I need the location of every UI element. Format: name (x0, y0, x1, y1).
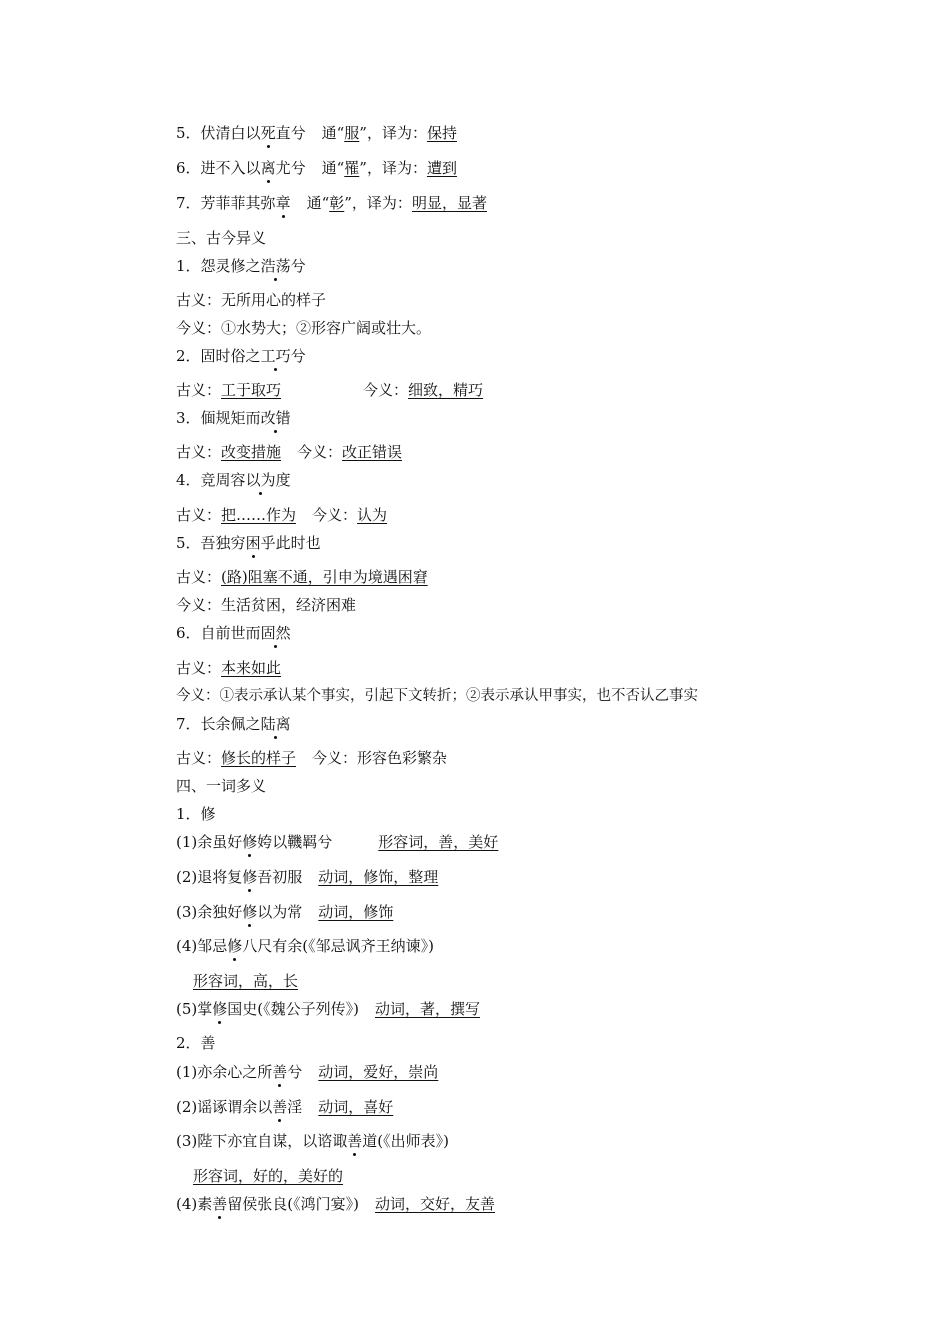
emphasized-word: 陆离 (260, 715, 291, 733)
polysemy-example: (3)余独好修以为常 动词，修饰 (176, 903, 394, 921)
word-title: 2．善 (176, 1034, 216, 1052)
meaning-answer: 形容词，善，美好 (378, 833, 499, 851)
ancient-meaning: 古义：(路)阻塞不通，引申为境遇困窘 (176, 568, 428, 586)
emphasized-char: 善 (272, 1098, 288, 1116)
tongjia-item-6: 6．进不入以离尤兮 通“罹”，译为：遭到 (176, 159, 457, 177)
polysemy-example: (3)陛下亦宜自谋，以谘诹善道(《出师表》) (176, 1132, 449, 1150)
modern-meaning: 今义：生活贫困，经济困难 (176, 596, 357, 614)
tongjia-item-5: 5．伏清白以死直兮 通“服”，译为：保持 (176, 124, 457, 142)
tongjia-item-7: 7．芳菲菲其弥章 通“彰”，译为：明显，显著 (176, 194, 487, 212)
polysemy-example: (1)亦余心之所善兮 动词，爱好，崇尚 (176, 1063, 439, 1081)
emphasized-char: 章 (275, 194, 291, 212)
meaning-answer: 动词，交好，友善 (375, 1195, 496, 1213)
emphasized-char: 修 (242, 868, 258, 886)
emphasized-char: 善 (212, 1195, 228, 1213)
polysemy-example: (4)邹忌修八尺有余(《邹忌讽齐王纳谏》) (176, 937, 434, 955)
ancient-meaning: 古义：无所用心的样子 (176, 291, 327, 309)
emphasized-word: 工巧 (260, 347, 291, 365)
gujin-item-7: 7．长余佩之陆离 (176, 715, 291, 733)
emphasized-char: 离 (260, 159, 276, 177)
emphasized-word: 困 (245, 534, 261, 552)
meaning-answer: 形容词，好的，美好的 (193, 1167, 344, 1185)
translation-answer: 保持 (426, 124, 457, 142)
meaning-row: 古义：改变措施 今义：改正错误 (176, 443, 403, 461)
emphasized-char: 善 (347, 1132, 363, 1150)
polysemy-example: (4)素善留侯张良(《鸿门宴》) 动词，交好，友善 (176, 1195, 496, 1213)
gujin-item-2: 2．固时俗之工巧兮 (176, 347, 306, 365)
translation-answer: 遭到 (426, 159, 457, 177)
emphasized-char: 修 (227, 937, 243, 955)
emphasized-char: 修 (242, 833, 258, 851)
polysemy-example: (5)掌修国史(《魏公子列传》) 动词，著，撰写 (176, 1000, 481, 1018)
emphasized-word: 改错 (260, 409, 291, 427)
polysemy-example: (2)退将复修吾初服 动词，修饰，整理 (176, 868, 439, 886)
meaning-row: 古义：修长的样子 今义：形容色彩繁杂 (176, 749, 448, 767)
emphasized-char: 死 (260, 124, 276, 142)
meaning-answer: 动词，修饰，整理 (318, 868, 439, 886)
gujin-item-6: 6．自前世而固然 (176, 624, 291, 642)
meaning-answer: 动词，修饰 (318, 903, 394, 921)
ancient-meaning: 古义：本来如此 (176, 659, 282, 677)
modern-meaning: 今义：①表示承认某个事实，引起下文转折；②表示承认甲事实，也不否认乙事实 (176, 688, 698, 704)
section-heading: 四、一词多义 (176, 777, 267, 795)
emphasized-word: 固然 (260, 624, 291, 642)
emphasized-word: 浩荡 (260, 257, 291, 275)
translation-answer: 明显，显著 (411, 194, 487, 212)
word-title: 1．修 (176, 805, 216, 823)
meaning-answer-line (193, 1166, 343, 1186)
polysemy-example: (2)谣诼谓余以善淫 动词，喜好 (176, 1098, 394, 1116)
emphasized-char: 善 (272, 1063, 288, 1081)
meaning-answer: 动词，著，撰写 (375, 1000, 481, 1018)
meaning-row: 古义：把……作为 今义：认为 (176, 506, 388, 524)
meaning-answer: 形容词，高，长 (193, 972, 299, 990)
modern-meaning: 今义：①水势大；②形容广阔或壮大。 (176, 319, 432, 337)
gujin-item-3: 3．偭规矩而改错 (176, 409, 291, 427)
gujin-item-4: 4．竞周容以为度 (176, 471, 291, 489)
emphasized-word: 以为 (245, 471, 276, 489)
emphasized-char: 修 (242, 903, 258, 921)
gujin-item-1: 1．怨灵修之浩荡兮 (176, 257, 306, 275)
polysemy-example: (1)余虽好修姱以鞿羁兮 形容词，善，美好 (176, 833, 499, 851)
meaning-answer-line (193, 971, 298, 991)
section-heading: 三、古今异义 (176, 229, 267, 247)
gujin-item-5: 5．吾独穷困乎此时也 (176, 534, 321, 552)
meaning-answer: 动词，爱好，崇尚 (318, 1063, 439, 1081)
meaning-row: 古义：工于取巧 今义：细致，精巧 (176, 381, 484, 399)
meaning-answer: 动词，喜好 (318, 1098, 394, 1116)
emphasized-char: 修 (212, 1000, 228, 1018)
